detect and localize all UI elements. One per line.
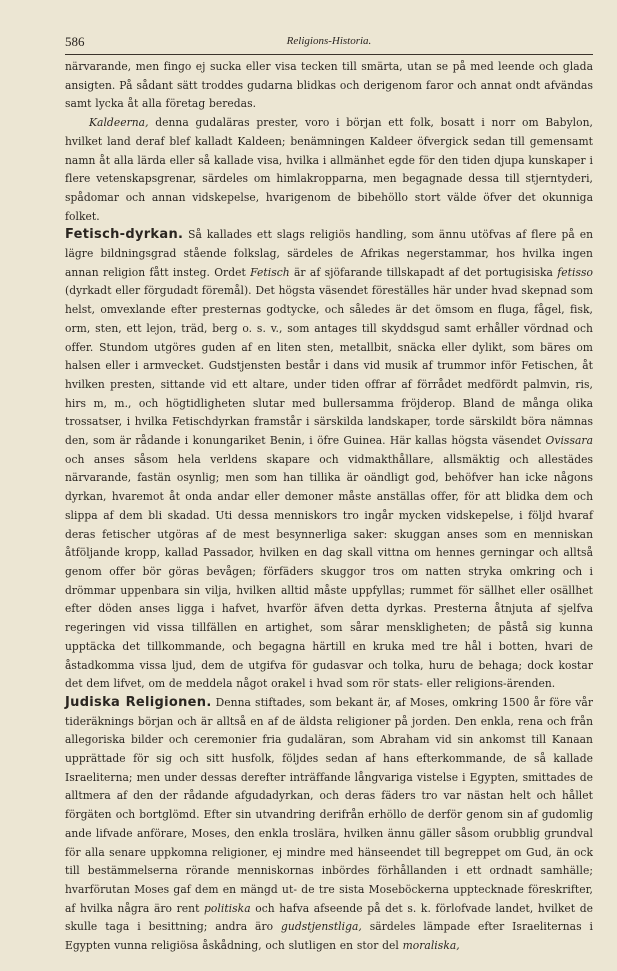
paragraph-fetisch [65,226,593,694]
paragraph-text: är af sjöfarande tillskapadt af det portugisiska [289,265,558,279]
term-fetisch: Fetisch [250,265,290,279]
paragraph-text: Så kallades ett slags religiös handling, som ännu utöfvas af flere på en lägre bildningsgrad stående folkslag, särdeles de Afrikas negerstammar, hos hvilka ingen annan religion fått insteg. Ordet [65,228,593,279]
term-ovissara: Ovissara [545,434,593,448]
paragraph-text: närvarande, men fingo ej sucka eller visa tecken till smärta, utan se på med leende och glada ansigten. På sådant sätt troddes gudarna blidkas och derigenom faror och annat ondt afvändas samt lycka åt alla företag beredas. [65,60,593,111]
term-politiska: politiska [204,901,251,915]
term-moraliska: moraliska, [402,939,460,953]
header-rule [65,54,593,55]
page-number: 586 [65,34,85,49]
paragraph-text: denna gudaläras prester, voro i början ett folk, bosatt i norr om Babylon, hvilket land deraf blef kalladt Kaldeen; benämningen Kaldeer öfvergick sedan till gemensamt namn åt alla lärda eller så kallade visa, hvilka i allmänhet egde för den tiden djupa kunskaper i flere vetenskapsgrenar, särdeles om himlakropparna, men begagnade dessa till stjerntyderi, spådomar och annan vidskepelse, hvarigenom de bibehöllo stort välde öfver det okunniga folket. [65,116,593,223]
paragraph-text: särdeles lämpade efter Israeliternas i Egypten vunna religiösa åskådning, och slutligen en stor del [65,920,593,953]
term-gudstjenstliga: gudstjenstliga, [281,920,362,934]
section-heading-fetisch: Fetisch-dyrkan. [65,227,184,243]
term-fetisso: fetisso [557,265,593,279]
body-text [65,58,593,956]
paragraph-text: och hafva afseende på det s. k. förlofvade landet, hvilket de skulle taga i besittning; andra äro [65,901,593,934]
paragraph-continuation [65,58,593,114]
paragraph-text: och anses såsom hela verldens skapare och vidmakthållare, allsmäktig och allestädes närvarande, fastän osynlig; men som han tillika är oändligt god, behöfver han icke någons dyrkan, hvaremot åt onda andar eller demoner måste anställas offer, för att blidka dem och slippa af dem bli skadad. Uti dessa menniskors tro ingår mycken vidskepelse, i följd hvaraf deras fetischer utgöras af de mest besynnerliga saker: skuggan anses som en menniskan åtföljande kropp, kallad Passador, hvilken en dag skall vittna om hennes gerningar och alltså genom offer bör göras bevågen; förfäders skuggor tros om natten stryka omkring och i drömmar uppenbara sin vilja, hvilken alltid måste uppfyllas; rummet för sällhet eller osällhet efter döden anses ligga i hafvet, hvarför äfven detta dyrkas. Presterna åtnjuta af sjelfva regeringen vid vissa tillfällen en artighet, som sårar menskligheten; de påstå sig kunna upptäcka det tillkommande, och begagna härtill en kruka med tre hål i botten, hvari de åstadkomma vissa ljud, dem de utgifva för gudasvar och tolka, huru de behaga; dock kostar det dem lifvet, om de meddela något orakel i hvad som rör stats- eller religions-ärenden. [65,452,593,691]
paragraph-kaldeerna [65,114,593,226]
page-header [65,34,593,50]
section-heading-judiska: Judiska Religionen. [65,694,212,710]
term-kaldeerna: Kaldeerna, [89,116,149,130]
paragraph-text: (dyrkadt eller förgudadt föremål). Det högsta väsendet föreställes här under hvad skepnad som helst, omvexlande efter presternas godtycke, och således är det ömsom en fluga, fågel, fisk, orm, sten, ett lejon, träd, berg o. s. v., som antages till skyddsgud samt erhåller vördnad och offer. Stundom utgöres guden af en liten sten, metallbit, snäcka eller dylikt, som bäres om halsen eller i armvecket. Gudstjensten består i dans vid musik af trummor inför Fetischen, åt hvilken presten, sittande vid ett altare, under tiden offrar af förrådet medfördt palmvin, ris, hirs m, m., och högtidligheten slutar med bullersamma fröjderop. Bland de många olika trossatser, i hvilka Fetischdyrkan framstår i särskilda landskaper, torde särskildt böra nämnas den, som är rådande i konungariket Benin, i öfre Guinea. Här kallas högsta väsendet [65,284,593,448]
paragraph-text: Denna stiftades, som bekant är, af Moses, omkring 1500 år före vår tideräknings början och är alltså en af de äldsta religioner på jorden. Den enkla, rena och från allegoriska bilder och ceremonier fria gudaläran, som Abraham vid sin ankomst till Kanaan upprättade för sig och sitt husfolk, följdes sedan af hans efterkommande, de så kallade Israeliterna; men under dessas derefter inträffande långvariga vistelse i Egypten, smittades de alltmera af den der rådande afgudadyrkan, och deras fäders tro var nästan helt och hållet förgäten och bortglömd. Efter sin utvandring derifrån erhöllo de derför genom sin af gudomlig ande lifvade anförare, Moses, den enkla troslära, hvilken ännu gäller såsom orubblig grundval för alla senare uppkomna religioner, ej mindre med hänseendet till begreppet om Gud, än ock till bestämmelserna rörande menniskornas inbördes förhållanden i ett ordnadt samhälle; hvarförutan Moses gaf dem en mängd ut- de tre sista Moseböckerna upptecknade föreskrifter, af hvilka några äro rent [65,695,593,915]
paragraph-judiska [65,694,593,956]
running-title: Religions-Historia. [286,35,372,47]
